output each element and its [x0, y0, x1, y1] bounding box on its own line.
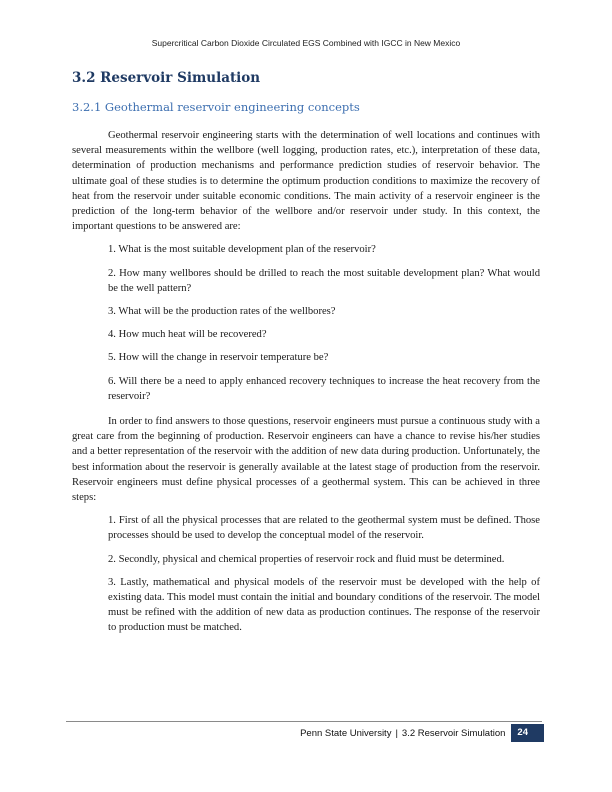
list-item: 1. What is the most suitable development plan of the reservoir?	[108, 244, 376, 256]
section-title: 3.2 Reservoir Simulation	[72, 70, 261, 86]
footer-institution: Penn State University	[300, 727, 392, 739]
list-item: 5. How will the change in reservoir temperature be?	[108, 352, 329, 364]
footer-divider	[66, 721, 542, 722]
list-item: 2. Secondly, physical and chemical properties of reservoir rock and fluid must be determined.	[108, 553, 505, 565]
subsection-title: 3.2.1 Geothermal reservoir engineering concepts	[72, 100, 360, 114]
steps-intro-paragraph: In order to find answers to those questions, reservoir engineers must pursue a continuous study with a great care from the beginning of production. Reservoir engineers can have a chance to revise his/her studies and a better representation of the reservoir with the addition of new data during production. Unfortunately, the best information about the reservoir is generally available at the latest stage of production from the reservoir. Reservoir engineers must define physical processes of a geothermal system. This can be achieved in three steps:	[72, 416, 540, 504]
questions-list	[72, 242, 540, 404]
list-item: 2. How many wellbores should be drilled to reach the most suitable development plan? What would be the well pattern?	[108, 267, 540, 294]
list-item: 3. What will be the production rates of the wellbores?	[108, 306, 336, 318]
page-number: 24	[511, 724, 544, 742]
footer-separator: |	[395, 727, 398, 739]
footer-section: 3.2 Reservoir Simulation	[401, 727, 506, 739]
intro-paragraph: Geothermal reservoir engineering starts with the determination of well locations and continues with several measurements within the wellbore (well logging, production rates, etc.), interpretation of these data, determination of production mechanisms and performance prediction studies of reservoir behavior. The ultimate goal of these studies is to determine the optimum production conditions to maximize the recovery of heat from the reservoir under suitable economic conditions. The main activity of a reservoir engineer is the prediction of the long-term behavior of the wellbore and/or reservoir under study. In this context, the important questions to be answered are:	[72, 130, 540, 233]
list-item: 1. First of all the physical processes that are related to the geothermal system must be defined. Those processes should be used to develop the conceptual model of the reservoir.	[108, 515, 540, 542]
list-item: 4. How much heat will be recovered?	[108, 329, 267, 341]
body-content	[72, 128, 540, 636]
list-item: 6. Will there be a need to apply enhanced recovery techniques to increase the heat recovery from the reservoir?	[108, 375, 540, 402]
steps-list	[72, 513, 540, 635]
running-header: Supercritical Carbon Dioxide Circulated EGS Combined with IGCC in New Mexico	[151, 38, 461, 48]
list-item: 3. Lastly, mathematical and physical models of the reservoir must be developed with the help of existing data. This model must contain the initial and boundary conditions of the reservoir. The model must be refined with the addition of new data as production continues. The response of the reservoir to production must be matched.	[108, 576, 540, 634]
page-footer	[300, 724, 544, 742]
